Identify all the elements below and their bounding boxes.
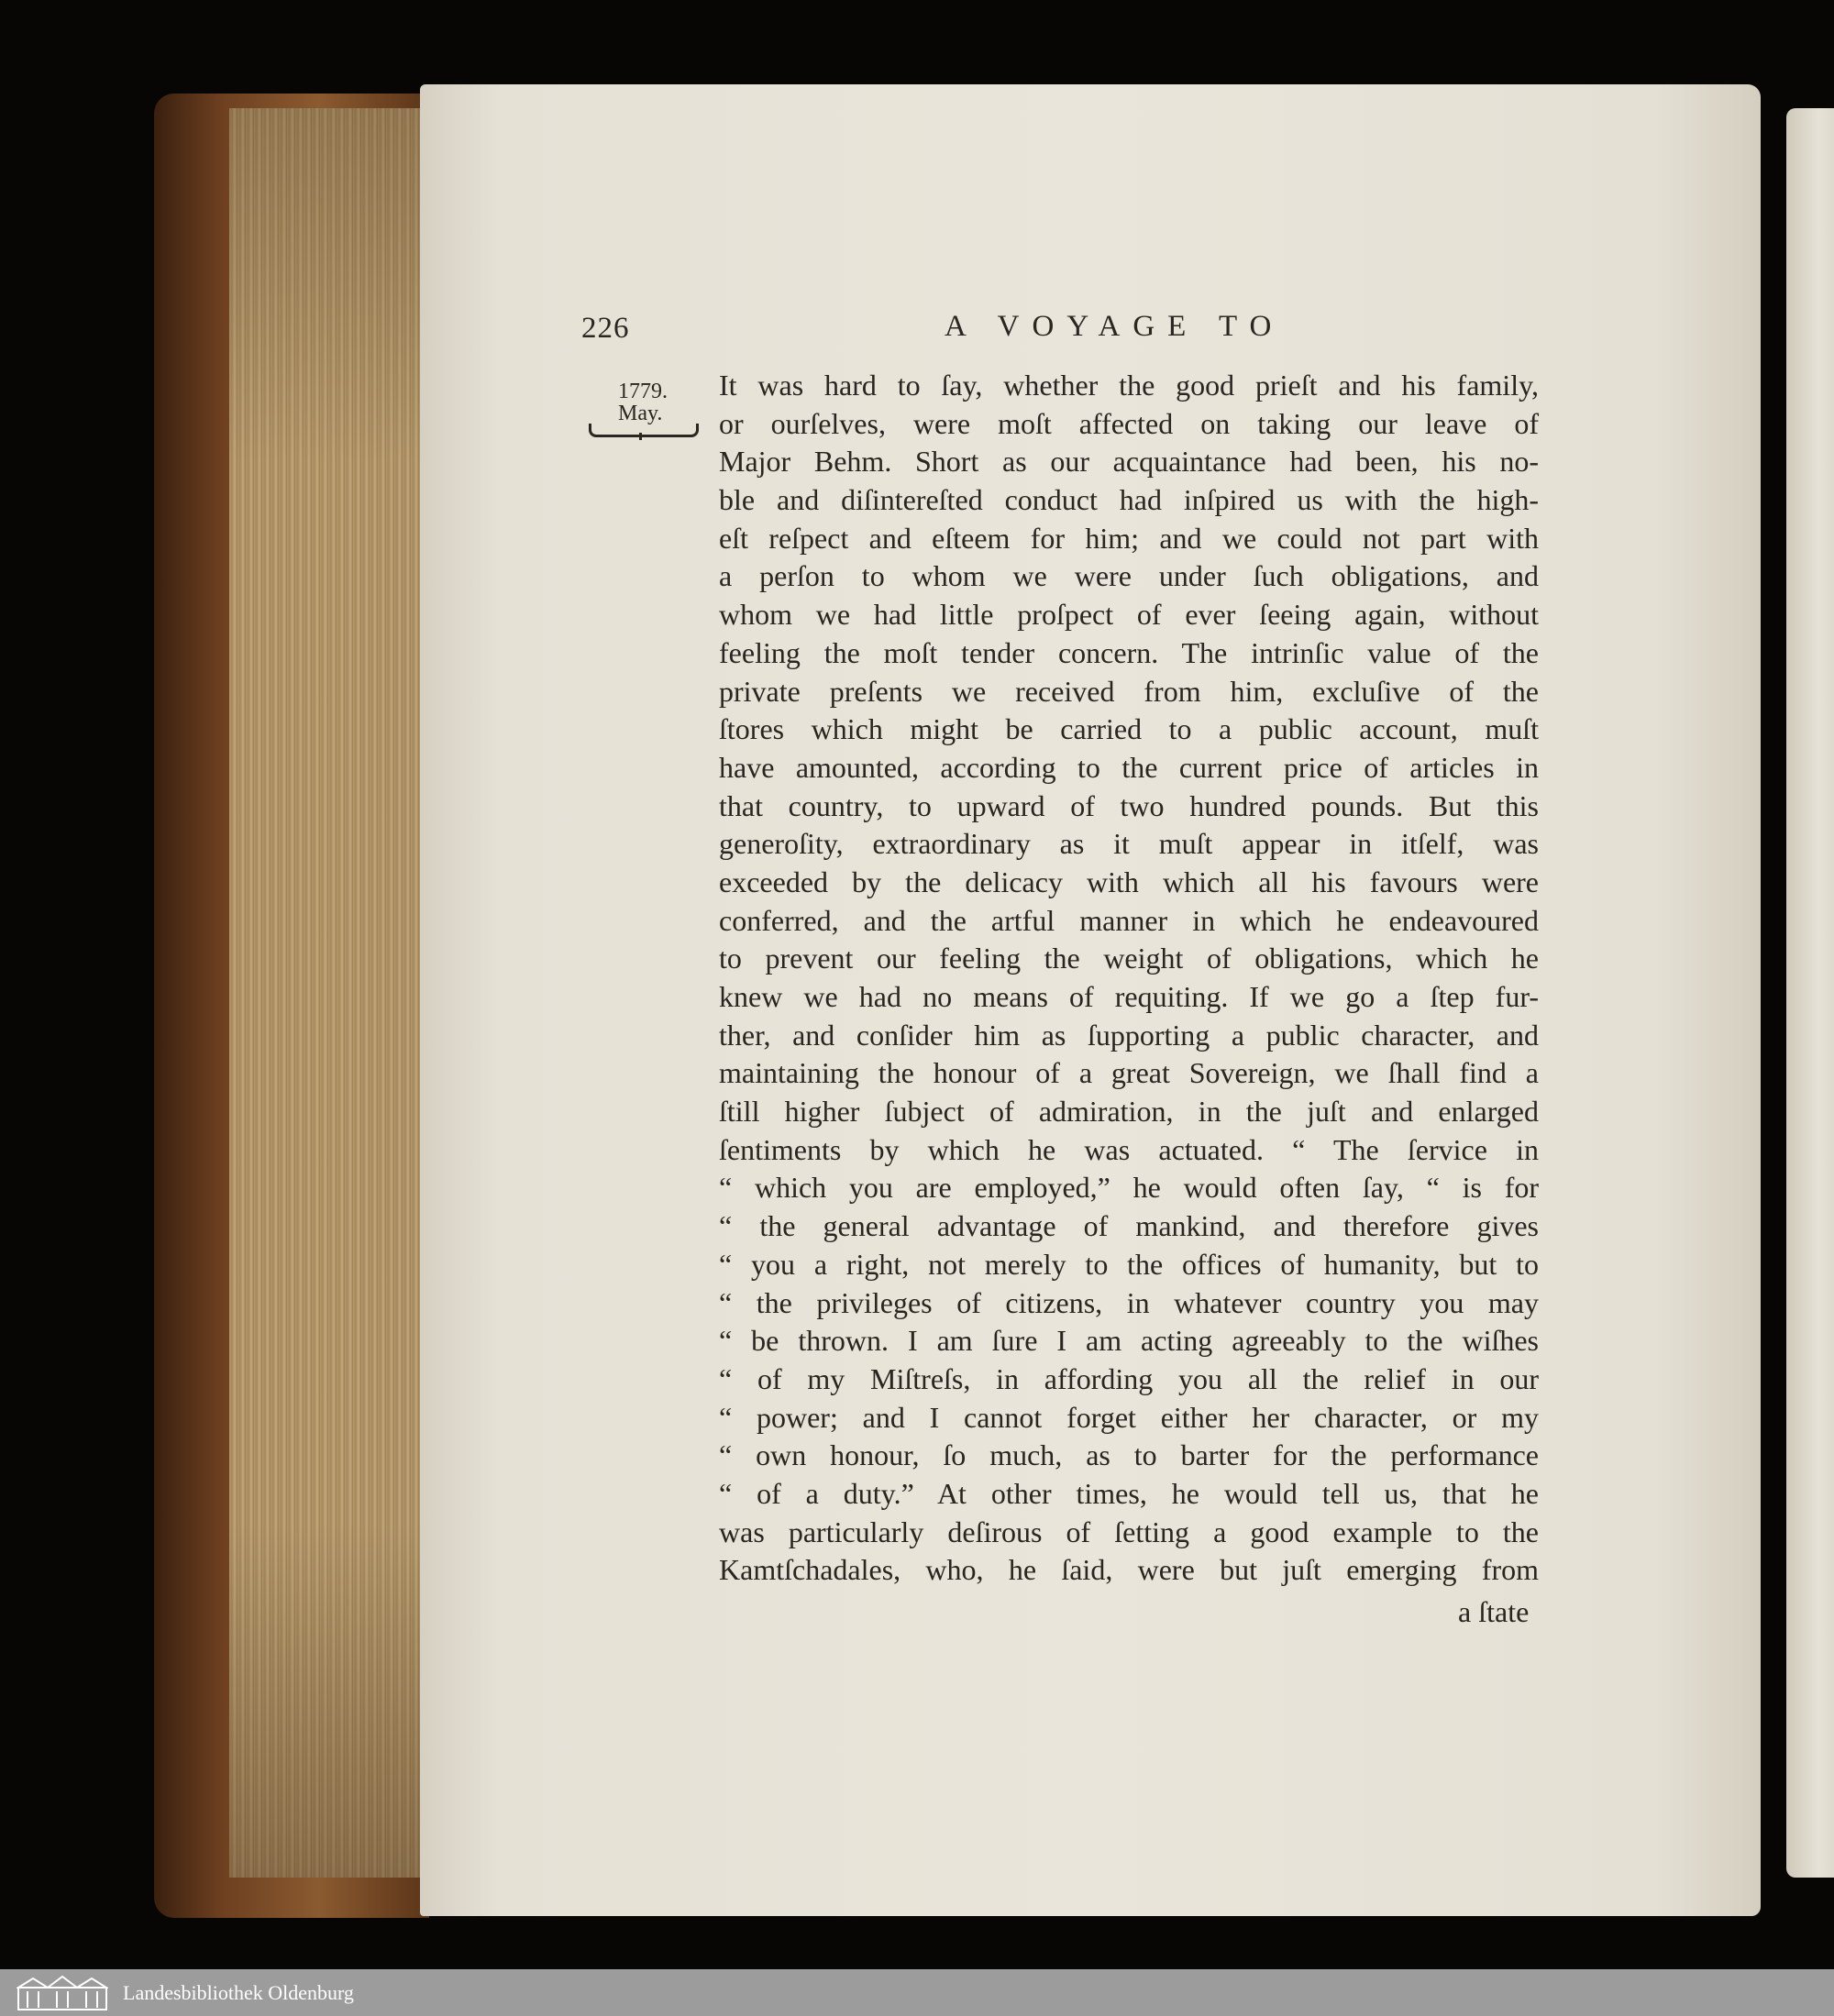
text-line: “ be thrown. I am ſure I am acting agreeably to the wiſhes (719, 1324, 1539, 1358)
footer-bar (0, 1969, 1834, 2016)
text-line: that country, to upward of two hundred pounds. But this (719, 788, 1539, 822)
body-text (719, 367, 1539, 1590)
text-line: generoſity, extraordinary as it muſt appear in itſelf, was (719, 827, 1539, 861)
library-name: Landesbibliothek Oldenburg (123, 1981, 354, 2004)
text-line: maintaining the honour of a great Sovereign, we ſhall find a (719, 1056, 1539, 1090)
text-line: exceeded by the delicacy with which all his favours were (719, 865, 1539, 898)
text-line: to prevent our feeling the weight of obligations, which he (719, 942, 1539, 975)
text-line: ther, and conſider him as ſupporting a public character, and (719, 1018, 1539, 1052)
text-line: “ own honour, ſo much, as to barter for the performance (719, 1438, 1539, 1472)
text-line: a perſon to whom we were under ſuch obligations, and (719, 559, 1539, 593)
text-line: ſtill higher ſubject of admiration, in the juſt and enlarged (719, 1095, 1539, 1129)
facing-page-edge (1786, 108, 1834, 1878)
text-line: “ of my Miſtreſs, in affording you all the relief in our (719, 1361, 1539, 1395)
catchword: a ſtate (1458, 1595, 1530, 1628)
library-building-logo-icon (17, 1975, 108, 2011)
text-line: whom we had little proſpect of ever ſeeing again, without (719, 598, 1539, 632)
text-line: ſtores which might be carried to a public account, muſt (719, 712, 1539, 746)
text-line: was particularly deſirous of ſetting a good example to the (719, 1515, 1539, 1548)
text-line: “ the privileges of citizens, in whatever country you may (719, 1285, 1539, 1319)
text-line: “ power; and I cannot forget either her character, or my (719, 1400, 1539, 1434)
text-line: knew we had no means of requiting. If we go a ſtep fur- (719, 980, 1539, 1013)
text-line: “ which you are employed,” he would often ſay, “ is for (719, 1171, 1539, 1205)
marginal-month: May. (618, 402, 663, 425)
text-line: eſt reſpect and eſteem for him; and we could not part with (719, 521, 1539, 555)
text-line: or ourſelves, were moſt affected on taking our leave of (719, 406, 1539, 440)
text-line: Kamtſchadales, who, he ſaid, were but juſt emerging from (719, 1553, 1539, 1587)
running-head: A VOYAGE TO (945, 310, 1285, 343)
text-line: private preſents we received from him, excluſive of the (719, 674, 1539, 708)
text-line: feeling the moſt tender concern. The intrinſic value of the (719, 635, 1539, 669)
text-line: Major Behm. Short as our acquaintance had been, his no- (719, 445, 1539, 479)
text-line: ſentiments by which he was actuated. “ The ſervice in (719, 1132, 1539, 1166)
text-line: “ of a duty.” At other times, he would tell us, that he (719, 1476, 1539, 1510)
marginal-year: 1779. (618, 380, 668, 403)
marginal-brace (589, 424, 699, 437)
text-line: have amounted, according to the current price of articles in (719, 750, 1539, 784)
page-number: 226 (581, 312, 630, 345)
text-line: “ the general advantage of mankind, and therefore gives (719, 1209, 1539, 1243)
text-line: conferred, and the artful manner in which he endeavoured (719, 903, 1539, 937)
text-line: It was hard to ſay, whether the good prieſt and his family, (719, 369, 1539, 402)
page-edges-shade (229, 108, 422, 1878)
text-line: ble and diſintereſted conduct had inſpired us with the high- (719, 483, 1539, 517)
text-line: “ you a right, not merely to the offices of humanity, but to (719, 1247, 1539, 1281)
